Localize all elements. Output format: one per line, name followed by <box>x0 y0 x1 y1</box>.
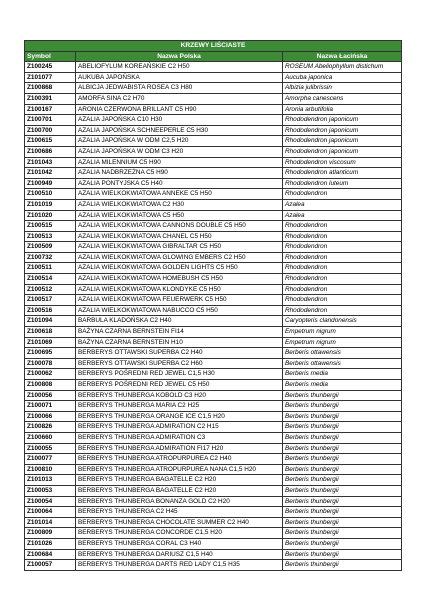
cell-latin-name: Aucuba japonica <box>283 72 402 83</box>
table-row <box>25 274 402 285</box>
cell-polish-name: AZALIA WIELKOKWIATOWA FEUERWERK C5 H50 <box>76 295 283 306</box>
table-title-row <box>25 41 402 52</box>
cell-latin-name: Albizia julibrissin <box>283 83 402 94</box>
cell-latin-name: Rhododendron <box>283 231 402 242</box>
cell-latin-name: Berberis thunbergii <box>283 475 402 486</box>
cell-latin-name: Rhododendron japonicum <box>283 136 402 147</box>
cell-latin-name: Berberis thunbergii <box>283 496 402 507</box>
cell-polish-name: AZALIA WIELKOKWIATOWA C5 H50 <box>76 210 283 221</box>
cell-symbol: Z101013 <box>25 475 76 486</box>
cell-symbol: Z100062 <box>25 369 76 380</box>
cell-polish-name: BERBERYS THUNBERGA BAGATELLE C2 H20 <box>76 485 283 496</box>
cell-polish-name: AZALIA NADBRZEŻNA C5 H90 <box>76 168 283 179</box>
cell-latin-name: Empetrum nigrum <box>283 327 402 338</box>
cell-polish-name: BERBERYS THUNBERGA CHOCOLATE SUMMER C2 H40 <box>76 517 283 528</box>
cell-polish-name: BERBERYS THUNBERGA DARIUSZ C1,5 H40 <box>76 549 283 560</box>
cell-symbol: Z100809 <box>25 528 76 539</box>
column-header-polish-name: Nazwa Polska <box>76 51 283 62</box>
table-row <box>25 136 402 147</box>
column-header-symbol: Symbol <box>25 51 76 62</box>
cell-polish-name: AMORFA SINA C2 H70 <box>76 93 283 104</box>
cell-symbol: Z100514 <box>25 274 76 285</box>
table-row <box>25 83 402 94</box>
table-row <box>25 115 402 126</box>
table-row <box>25 210 402 221</box>
cell-symbol: Z100511 <box>25 263 76 274</box>
cell-latin-name: Berberis thunbergii <box>283 401 402 412</box>
cell-symbol: Z101042 <box>25 168 76 179</box>
cell-polish-name: BARBULA KLADOŃSKA C2 H40 <box>76 316 283 327</box>
table-row <box>25 517 402 528</box>
cell-polish-name: BERBERYS THUNBERGA MARIA C2 H25 <box>76 401 283 412</box>
table-row <box>25 380 402 391</box>
cell-latin-name: Rhododendron japonicum <box>283 125 402 136</box>
cell-symbol: Z101043 <box>25 157 76 168</box>
cell-symbol: Z100509 <box>25 242 76 253</box>
cell-symbol: Z100078 <box>25 358 76 369</box>
cell-symbol: Z100618 <box>25 327 76 338</box>
cell-latin-name: Berberis media <box>283 380 402 391</box>
table-row <box>25 485 402 496</box>
cell-polish-name: BERBERYS THUNBERGA ORANGE ICE C1,5 H20 <box>76 411 283 422</box>
cell-polish-name: AZALIA WIELKOKWIATOWA C2 H30 <box>76 199 283 210</box>
table-row <box>25 221 402 232</box>
table-row <box>25 189 402 200</box>
cell-symbol: Z100391 <box>25 93 76 104</box>
table-row <box>25 295 402 306</box>
table-row <box>25 496 402 507</box>
table-row <box>25 337 402 348</box>
cell-symbol: Z100660 <box>25 432 76 443</box>
cell-symbol: Z100055 <box>25 443 76 454</box>
table-row <box>25 231 402 242</box>
cell-symbol: Z100064 <box>25 507 76 518</box>
table-row <box>25 422 402 433</box>
table-row <box>25 528 402 539</box>
cell-polish-name: BERBERYS POŚREDNI RED JEWEL C1,5 H30 <box>76 369 283 380</box>
cell-latin-name: Berberis thunbergii <box>283 411 402 422</box>
cell-symbol: Z101019 <box>25 199 76 210</box>
cell-polish-name: BERBERYS THUNBERGA C2 H45 <box>76 507 283 518</box>
cell-polish-name: AZALIA WIELKOKWIATOWA CHANEL C5 H50 <box>76 231 283 242</box>
cell-latin-name: Berberis thunbergii <box>283 454 402 465</box>
cell-latin-name: Berberis thunbergii <box>283 485 402 496</box>
table-row <box>25 168 402 179</box>
cell-symbol: Z101094 <box>25 316 76 327</box>
cell-symbol: Z101014 <box>25 517 76 528</box>
cell-latin-name: Amorpha canescens <box>283 93 402 104</box>
cell-symbol: Z100695 <box>25 348 76 359</box>
cell-symbol: Z100826 <box>25 422 76 433</box>
table-row <box>25 263 402 274</box>
cell-latin-name: Berberis thunbergii <box>283 443 402 454</box>
cell-symbol: Z101069 <box>25 337 76 348</box>
cell-latin-name: Berberis thunbergii <box>283 538 402 549</box>
table-row <box>25 157 402 168</box>
cell-polish-name: BERBERYS POŚREDNI RED JEWEL C5 H50 <box>76 380 283 391</box>
table-row <box>25 443 402 454</box>
cell-symbol: Z101020 <box>25 210 76 221</box>
cell-latin-name: Berberis thunbergii <box>283 528 402 539</box>
cell-polish-name: AUKUBA JAPOŃSKA <box>76 72 283 83</box>
table-row <box>25 549 402 560</box>
table-row <box>25 242 402 253</box>
cell-polish-name: AZALIA WIELKOKWIATOWA NABUCCO C5 H50 <box>76 305 283 316</box>
cell-latin-name: Berberis thunbergii <box>283 517 402 528</box>
cell-polish-name: AZALIA JAPOŃSKA SCHNEEPERLE C5 H30 <box>76 125 283 136</box>
cell-latin-name: Azalea <box>283 199 402 210</box>
cell-symbol: Z100056 <box>25 390 76 401</box>
cell-polish-name: BERBERYS OTTAWSKI SUPERBA C2 H40 <box>76 348 283 359</box>
cell-polish-name: AZALIA JAPOŃSKA W ODM C2,5 H20 <box>76 136 283 147</box>
cell-symbol: Z100054 <box>25 496 76 507</box>
cell-polish-name: BERBERYS THUNBERGA ADMIRATION C2 H15 <box>76 422 283 433</box>
cell-symbol: Z100077 <box>25 454 76 465</box>
cell-latin-name: Rhododendron <box>283 252 402 263</box>
cell-polish-name: ARONIA CZERWONA BRILLANT C5 H90 <box>76 104 283 115</box>
cell-latin-name: Rhododendron <box>283 284 402 295</box>
cell-symbol: Z100868 <box>25 83 76 94</box>
table-row <box>25 178 402 189</box>
cell-latin-name: Berberis thunbergii <box>283 560 402 571</box>
cell-latin-name: Rhododendron luteum <box>283 178 402 189</box>
cell-latin-name: Rhododendron <box>283 274 402 285</box>
cell-polish-name: BERBERYS OTTAWSKI SUPERBA C2 H60 <box>76 358 283 369</box>
table-row <box>25 284 402 295</box>
cell-polish-name: ALBICJA JEDWABISTA ROSEA C3 H80 <box>76 83 283 94</box>
cell-latin-name: Berberis ottawensis <box>283 348 402 359</box>
cell-latin-name: ROSEUM Abeliophyllum distichum <box>283 62 402 73</box>
cell-latin-name: Berberis media <box>283 369 402 380</box>
table-row <box>25 411 402 422</box>
table-row <box>25 560 402 571</box>
cell-symbol: Z100700 <box>25 125 76 136</box>
table-row <box>25 390 402 401</box>
cell-symbol: Z100066 <box>25 411 76 422</box>
cell-polish-name: BAŻYNA CZARNA BERNSTEIN FI14 <box>76 327 283 338</box>
cell-polish-name: BERBERYS THUNBERGA ADMIRATION C3 <box>76 432 283 443</box>
cell-symbol: Z100167 <box>25 104 76 115</box>
cell-latin-name: Rhododendron <box>283 305 402 316</box>
table-row <box>25 72 402 83</box>
cell-latin-name: Berberis ottawensis <box>283 358 402 369</box>
cell-latin-name: Berberis thunbergii <box>283 390 402 401</box>
cell-latin-name: Rhododendron japonicum <box>283 146 402 157</box>
cell-symbol: Z101077 <box>25 72 76 83</box>
table-row <box>25 464 402 475</box>
cell-polish-name: BERBERYS THUNBERGA BONANZA GOLD C2 H20 <box>76 496 283 507</box>
cell-symbol: Z100686 <box>25 146 76 157</box>
table-row <box>25 104 402 115</box>
cell-latin-name: Caryopteris clandonensis <box>283 316 402 327</box>
table-header-row <box>25 51 402 62</box>
table-row <box>25 538 402 549</box>
cell-symbol: Z100615 <box>25 136 76 147</box>
cell-polish-name: BERBERYS THUNBERGA BAGATELLE C2 H20 <box>76 475 283 486</box>
cell-latin-name: Berberis thunbergii <box>283 432 402 443</box>
cell-polish-name: AZALIA WIELKOKWIATOWA GIBRALTAR C5 H50 <box>76 242 283 253</box>
cell-polish-name: BERBERYS THUNBERGA ATROPURPUREA C2 H40 <box>76 454 283 465</box>
cell-polish-name: AZALIA JAPOŃSKA W ODM C3 H20 <box>76 146 283 157</box>
cell-symbol: Z100057 <box>25 560 76 571</box>
cell-polish-name: ABELIOFYLUM KOREAŃSKIE C2 H50 <box>76 62 283 73</box>
cell-latin-name: Rhododendron viscosum <box>283 157 402 168</box>
cell-latin-name: Rhododendron <box>283 221 402 232</box>
cell-symbol: Z100510 <box>25 189 76 200</box>
cell-symbol: Z100245 <box>25 62 76 73</box>
price-sheet <box>24 40 401 571</box>
cell-polish-name: AZALIA MILENNIUM C5 H90 <box>76 157 283 168</box>
cell-latin-name: Empetrum nigrum <box>283 337 402 348</box>
cell-polish-name: AZALIA WIELKOKWIATOWA CANNONS DOUBLE C5 H50 <box>76 221 283 232</box>
cell-symbol: Z100684 <box>25 549 76 560</box>
cell-latin-name: Berberis thunbergii <box>283 422 402 433</box>
column-header-latin-name: Nazwa Łacińska <box>283 51 402 62</box>
cell-symbol: Z100949 <box>25 178 76 189</box>
table-row <box>25 358 402 369</box>
table-row <box>25 401 402 412</box>
table-row <box>25 305 402 316</box>
cell-polish-name: BERBERYS THUNBERGA KOBOLD C3 H20 <box>76 390 283 401</box>
cell-latin-name: Rhododendron <box>283 263 402 274</box>
cell-latin-name: Berberis thunbergii <box>283 507 402 518</box>
cell-symbol: Z100071 <box>25 401 76 412</box>
cell-polish-name: BERBERYS THUNBERGA CONCORDE C1,5 H20 <box>76 528 283 539</box>
cell-latin-name: Aronia arbutifolia <box>283 104 402 115</box>
cell-symbol: Z100513 <box>25 231 76 242</box>
table-row <box>25 316 402 327</box>
cell-symbol: Z100053 <box>25 485 76 496</box>
cell-symbol: Z100701 <box>25 115 76 126</box>
cell-polish-name: AZALIA WIELKOKWIATOWA GLOWING EMBERS C2 H50 <box>76 252 283 263</box>
cell-latin-name: Rhododendron atlanticum <box>283 168 402 179</box>
table-row <box>25 369 402 380</box>
cell-latin-name: Azalea <box>283 210 402 221</box>
cell-polish-name: AZALIA WIELKOKWIATOWA HOMEBUSH C5 H50 <box>76 274 283 285</box>
table-row <box>25 146 402 157</box>
shrubs-table <box>24 40 402 571</box>
cell-symbol: Z100732 <box>25 252 76 263</box>
cell-polish-name: AZALIA WIELKOKWIATOWA ANNEKE C5 H50 <box>76 189 283 200</box>
cell-polish-name: AZALIA JAPOŃSKA C10 H30 <box>76 115 283 126</box>
cell-polish-name: BAŻYNA CZARNA BERNSTEIN H10 <box>76 337 283 348</box>
table-row <box>25 62 402 73</box>
cell-polish-name: BERBERYS THUNBERGA CORAL C3 H40 <box>76 538 283 549</box>
table-row <box>25 199 402 210</box>
cell-latin-name: Berberis thunbergii <box>283 464 402 475</box>
cell-polish-name: AZALIA WIELKOKWIATOWA KLONDYKE C5 H50 <box>76 284 283 295</box>
cell-latin-name: Rhododendron <box>283 242 402 253</box>
cell-symbol: Z100517 <box>25 295 76 306</box>
cell-polish-name: AZALIA WIELKOKWIATOWA GOLDEN LIGHTS C5 H50 <box>76 263 283 274</box>
table-body <box>25 62 402 571</box>
cell-polish-name: BERBERYS THUNBERGA ADMIRATION FI17 H20 <box>76 443 283 454</box>
table-row <box>25 327 402 338</box>
table-row <box>25 454 402 465</box>
cell-symbol: Z100808 <box>25 380 76 391</box>
table-row <box>25 475 402 486</box>
cell-latin-name: Rhododendron <box>283 295 402 306</box>
table-row <box>25 252 402 263</box>
table-row <box>25 125 402 136</box>
table-row <box>25 93 402 104</box>
table-row <box>25 507 402 518</box>
cell-polish-name: BERBERYS THUNBERGA DARTS RED LADY C1,5 H35 <box>76 560 283 571</box>
cell-latin-name: Rhododendron <box>283 189 402 200</box>
cell-polish-name: AZALIA PONTYJSKA C5 H40 <box>76 178 283 189</box>
table-row <box>25 348 402 359</box>
cell-latin-name: Rhododendron japonicum <box>283 115 402 126</box>
cell-symbol: Z100512 <box>25 284 76 295</box>
cell-symbol: Z100516 <box>25 305 76 316</box>
cell-symbol: Z100515 <box>25 221 76 232</box>
table-row <box>25 432 402 443</box>
cell-symbol: Z101026 <box>25 538 76 549</box>
table-title: KRZEWY LIŚCIASTE <box>25 41 402 52</box>
cell-symbol: Z100810 <box>25 464 76 475</box>
cell-polish-name: BERBERYS THUNBERGA ATROPURPUREA NANA C1,5 H20 <box>76 464 283 475</box>
cell-latin-name: Berberis thunbergii <box>283 549 402 560</box>
